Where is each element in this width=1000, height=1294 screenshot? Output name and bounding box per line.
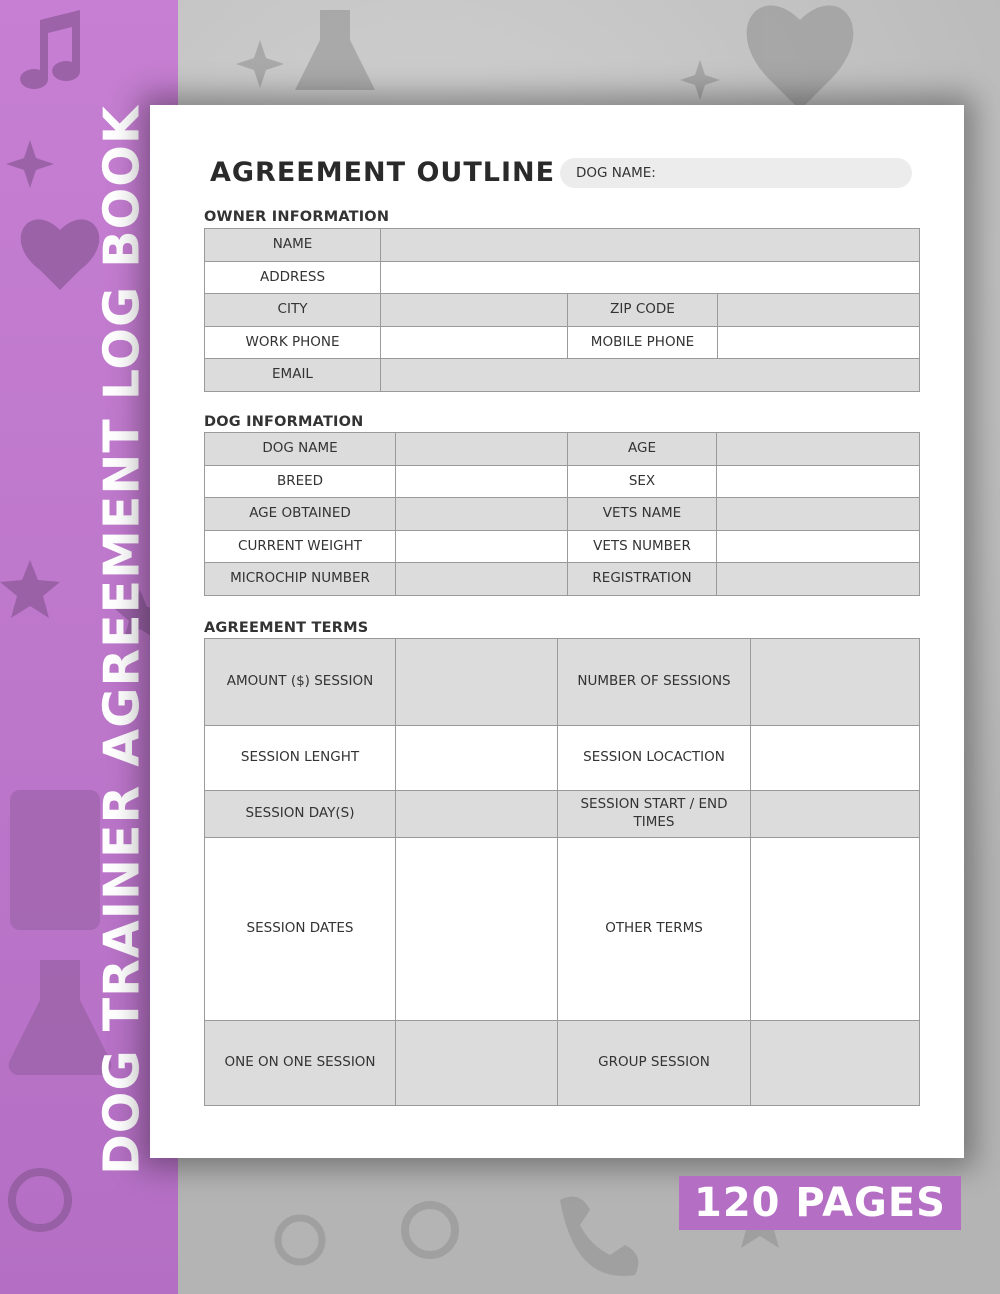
dog-row-field[interactable] <box>717 531 920 563</box>
terms-row-field[interactable] <box>751 639 920 726</box>
table-row <box>205 639 920 726</box>
dog-row-label: DOG NAME <box>205 433 396 466</box>
table-row <box>205 531 920 563</box>
dog-row-field[interactable] <box>396 563 568 596</box>
terms-row-field[interactable] <box>751 726 920 791</box>
owner-mobile-phone-field[interactable] <box>718 327 920 359</box>
dog-row-label: MICROCHIP NUMBER <box>205 563 396 596</box>
terms-table <box>204 638 920 1106</box>
dog-name-label: DOG NAME: <box>576 165 656 181</box>
terms-row-label: SESSION LENGHT <box>205 726 396 791</box>
dog-row-field[interactable] <box>396 433 568 466</box>
owner-work-phone-label: WORK PHONE <box>205 327 381 359</box>
table-row <box>205 327 920 359</box>
owner-address-label: ADDRESS <box>205 262 381 294</box>
table-row <box>205 359 920 392</box>
terms-row-field[interactable] <box>751 791 920 838</box>
terms-row-label: NUMBER OF SESSIONS <box>558 639 751 726</box>
magnifier-icon <box>405 1205 455 1255</box>
dog-row-field[interactable] <box>396 498 568 531</box>
terms-heading: AGREEMENT TERMS <box>204 620 369 636</box>
calculator-icon <box>10 790 100 930</box>
dog-row-label: AGE OBTAINED <box>205 498 396 531</box>
sheet-title: AGREEMENT OUTLINE <box>210 157 556 188</box>
owner-info-table <box>204 228 920 392</box>
dog-row-label: SEX <box>568 466 717 498</box>
owner-zip-label: ZIP CODE <box>568 294 718 327</box>
dog-row-field[interactable] <box>717 563 920 596</box>
dog-row-field[interactable] <box>717 433 920 466</box>
sparkle-icon <box>680 60 720 100</box>
owner-city-label: CITY <box>205 294 381 327</box>
owner-info-heading: OWNER INFORMATION <box>204 209 390 225</box>
terms-row-label: ONE ON ONE SESSION <box>205 1021 396 1106</box>
terms-row-label: GROUP SESSION <box>558 1021 751 1106</box>
terms-row-field[interactable] <box>396 639 558 726</box>
table-row <box>205 433 920 466</box>
table-row <box>205 229 920 262</box>
terms-row-label: SESSION DATES <box>205 838 396 1021</box>
table-row <box>205 466 920 498</box>
owner-work-phone-field[interactable] <box>381 327 568 359</box>
star-icon <box>0 560 60 618</box>
dog-row-label: CURRENT WEIGHT <box>205 531 396 563</box>
page-count-badge: 120 PAGES <box>679 1176 961 1230</box>
owner-name-field[interactable] <box>381 229 920 262</box>
table-row <box>205 838 920 1021</box>
terms-row-label: OTHER TERMS <box>558 838 751 1021</box>
terms-row-field[interactable] <box>751 1021 920 1106</box>
owner-mobile-phone-label: MOBILE PHONE <box>568 327 718 359</box>
cover-title: DOG TRAINER AGREEMENT LOG BOOK <box>93 105 151 1175</box>
table-row <box>205 294 920 327</box>
dog-row-label: AGE <box>568 433 717 466</box>
flask-icon <box>295 10 375 90</box>
dog-row-field[interactable] <box>717 498 920 531</box>
dog-row-label: VETS NAME <box>568 498 717 531</box>
dog-row-field[interactable] <box>717 466 920 498</box>
sparkle-icon <box>6 140 54 188</box>
dog-row-label: VETS NUMBER <box>568 531 717 563</box>
owner-address-field[interactable] <box>381 262 920 294</box>
terms-row-label: AMOUNT ($) SESSION <box>205 639 396 726</box>
terms-row-field[interactable] <box>396 1021 558 1106</box>
dog-name-field[interactable] <box>560 158 912 188</box>
dog-row-field[interactable] <box>396 466 568 498</box>
owner-name-label: NAME <box>205 229 381 262</box>
dog-info-heading: DOG INFORMATION <box>204 414 364 430</box>
table-row <box>205 726 920 791</box>
terms-row-field[interactable] <box>396 726 558 791</box>
table-row <box>205 791 920 838</box>
gear-icon <box>12 1172 68 1228</box>
terms-row-field[interactable] <box>396 791 558 838</box>
dog-row-field[interactable] <box>396 531 568 563</box>
terms-row-label: SESSION START / END TIMES <box>558 791 751 838</box>
owner-city-field[interactable] <box>381 294 568 327</box>
terms-row-label: SESSION LOCACTION <box>558 726 751 791</box>
phone-icon <box>560 1197 638 1276</box>
table-row <box>205 262 920 294</box>
heart-icon <box>747 5 854 110</box>
gear-icon <box>278 1218 322 1262</box>
terms-row-label: SESSION DAY(S) <box>205 791 396 838</box>
terms-row-field[interactable] <box>751 838 920 1021</box>
table-row <box>205 1021 920 1106</box>
dog-row-label: BREED <box>205 466 396 498</box>
music-note-icon <box>20 10 80 89</box>
sparkle-icon <box>236 40 284 88</box>
dog-info-table <box>204 432 920 596</box>
owner-email-label: EMAIL <box>205 359 381 392</box>
table-row <box>205 563 920 596</box>
dog-row-label: REGISTRATION <box>568 563 717 596</box>
agreement-sheet <box>150 105 964 1158</box>
terms-row-field[interactable] <box>396 838 558 1021</box>
table-row <box>205 498 920 531</box>
owner-email-field[interactable] <box>381 359 920 392</box>
heart-icon <box>21 219 100 290</box>
owner-zip-field[interactable] <box>718 294 920 327</box>
